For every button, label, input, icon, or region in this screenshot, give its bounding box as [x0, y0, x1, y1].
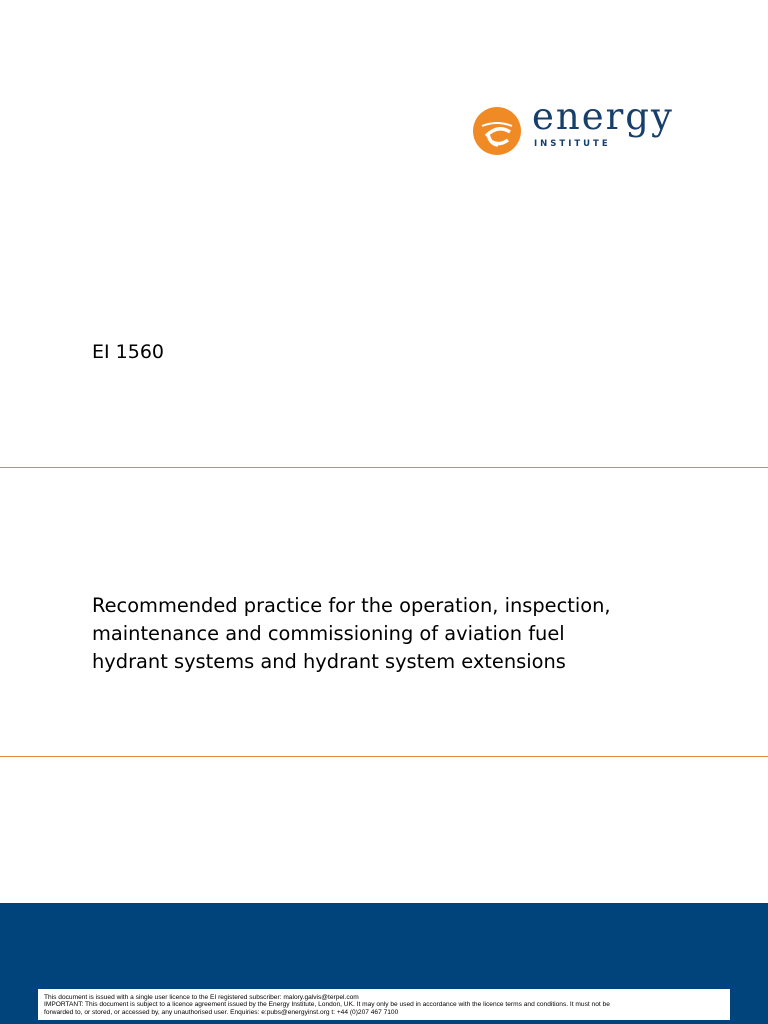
logo-subtitle: INSTITUTE [534, 139, 611, 149]
logo-wordmark: energy [532, 95, 674, 138]
document-title [92, 592, 732, 676]
top-divider [0, 467, 768, 468]
licence-notice [38, 989, 730, 1020]
document-code: EI 1560 [92, 341, 165, 363]
licence-line: This document is issued with a single user licence to the EI registered subscriber: malory.galvis@terpel.com [44, 994, 359, 1001]
title-line: hydrant systems and hydrant system extensions [92, 650, 566, 673]
licence-line: forwarded to, or stored, or accessed by, any unauthorised user. Enquiries: e:pubs@energyinst.org t: +44 (0)207 467 7100 [44, 1008, 399, 1016]
energy-institute-logo [472, 95, 702, 156]
title-line: Recommended practice for the operation, inspection, [92, 594, 611, 617]
energy-institute-logo-icon [472, 106, 522, 156]
licence-line: IMPORTANT: This document is subject to a licence agreement issued by the Energy Institute, London, UK. It may only be used in accordance with the licence terms and conditions. It must not be [44, 1001, 610, 1009]
bottom-divider [0, 756, 768, 757]
title-line: maintenance and commissioning of aviation fuel [92, 622, 565, 645]
